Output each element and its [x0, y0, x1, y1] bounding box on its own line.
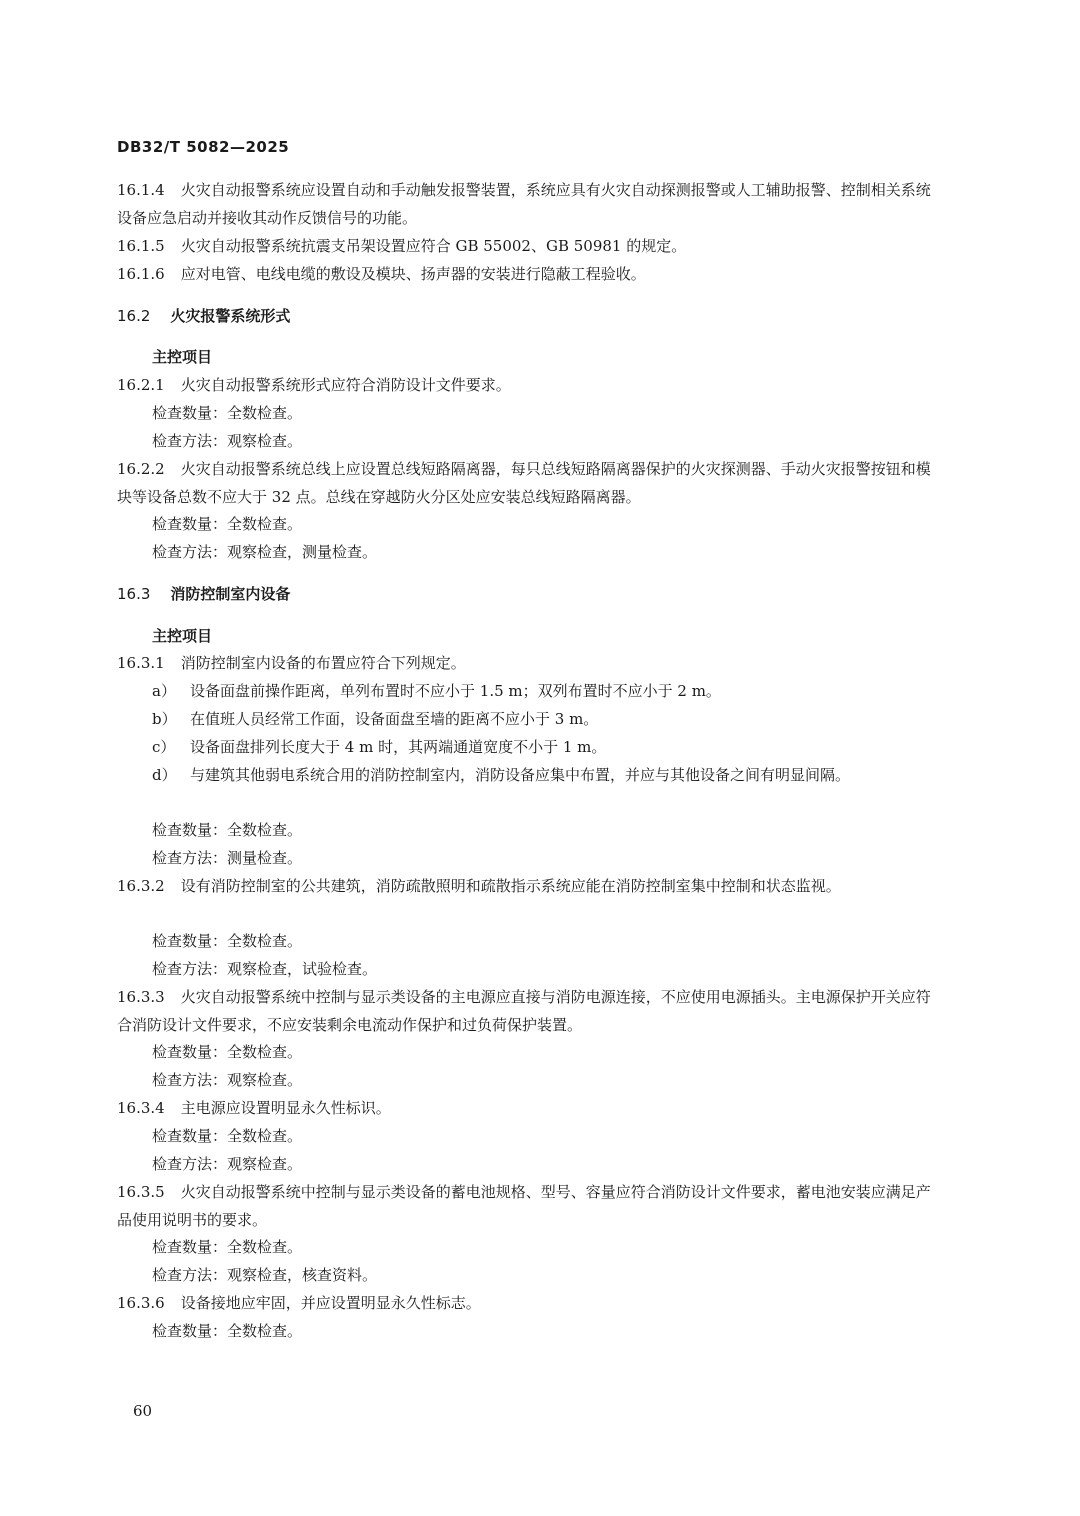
- section-number: 16.2: [117, 307, 151, 325]
- clause-16-3-2: [117, 872, 945, 900]
- list-text: 在值班人员经常工作面，设备面盘至墙的距离不应小于 3 m。: [190, 710, 599, 728]
- inspection-method: 检查方法：观察检查，测量检查。: [152, 543, 378, 561]
- clause-16-3-4: [117, 1098, 945, 1118]
- section-16-3-heading: [117, 584, 945, 604]
- clause-text: 火灾自动报警系统应设置自动和手动触发报警装置，系统应具有火灾自动探测报警或人工辅助报警、控制相关系统设备应急启动并接收其动作反馈信号的功能。: [117, 181, 931, 227]
- list-text: 设备面盘排列长度大于 4 m 时，其两端通道宽度不小于 1 m。: [190, 738, 607, 756]
- inspection-quantity: 检查数量：全数检查。: [152, 1127, 303, 1145]
- inspection-method: 检查方法：观察检查，试验检查。: [152, 960, 378, 978]
- clause-text: 火灾自动报警系统抗震支吊架设置应符合 GB 55002、GB 50981 的规定。: [180, 237, 687, 255]
- clause-number: 16.3.5: [117, 1183, 165, 1201]
- list-text: 设备面盘前操作距离，单列布置时不应小于 1.5 m；双列布置时不应小于 2 m。: [190, 682, 721, 700]
- clause-number: 16.3.1: [117, 654, 165, 672]
- list-text: 与建筑其他弱电系统合用的消防控制室内，消防设备应集中布置，并应与其他设备之间有明显间隔。: [190, 766, 851, 784]
- list-label: d）: [152, 766, 177, 784]
- list-item-b: [152, 709, 942, 729]
- clause-16-3-5: [117, 1178, 945, 1234]
- clause-16-1-6: [117, 264, 945, 284]
- clause-text: 消防控制室内设备的布置应符合下列规定。: [180, 654, 466, 672]
- clause-text: 火灾自动报警系统中控制与显示类设备的主电源应直接与消防电源连接，不应使用电源插头。主电源保护开关应符合消防设计文件要求，不应安装剩余电流动作保护和过负荷保护装置。: [117, 988, 931, 1034]
- inspection-quantity: 检查数量：全数检查。: [152, 1238, 303, 1256]
- clause-text: 火灾自动报警系统形式应符合消防设计文件要求。: [180, 376, 511, 394]
- clause-text: 设备接地应牢固，并应设置明显永久性标志。: [180, 1294, 481, 1312]
- standard-header: DB32/T 5082—2025: [117, 138, 290, 156]
- inspection-quantity: 检查数量：全数检查。: [152, 932, 303, 950]
- section-number: 16.3: [117, 585, 151, 603]
- list-item-d: [152, 761, 942, 789]
- clause-number: 16.1.5: [117, 237, 165, 255]
- clause-16-1-4: [117, 176, 945, 232]
- inspection-quantity: 检查数量：全数检查。: [152, 404, 303, 422]
- clause-16-1-5: [117, 236, 945, 256]
- inspection-method: 检查方法：观察检查。: [152, 432, 303, 450]
- inspection-method: 检查方法：测量检查。: [152, 849, 303, 867]
- clause-number: 16.1.6: [117, 265, 165, 283]
- section-title: 火灾报警系统形式: [170, 307, 291, 325]
- clause-number: 16.3.6: [117, 1294, 165, 1312]
- clause-16-3-1: [117, 653, 945, 673]
- clause-number: 16.3.2: [117, 877, 165, 895]
- clause-16-2-2: [117, 455, 945, 511]
- clause-number: 16.2.2: [117, 460, 165, 478]
- inspection-quantity: 检查数量：全数检查。: [152, 821, 303, 839]
- main-control-items-heading: 主控项目: [152, 348, 213, 366]
- clause-text: 火灾自动报警系统总线上应设置总线短路隔离器，每只总线短路隔离器保护的火灾探测器、手动火灾报警按钮和模块等设备总数不应大于 32 点。总线在穿越防火分区处应安装总线短路隔离器。: [117, 460, 931, 506]
- inspection-quantity: 检查数量：全数检查。: [152, 1043, 303, 1061]
- clause-text: 主电源应设置明显永久性标识。: [180, 1099, 391, 1117]
- section-16-2-heading: [117, 306, 945, 326]
- inspection-method: 检查方法：观察检查，核查资料。: [152, 1266, 378, 1284]
- inspection-method: 检查方法：观察检查。: [152, 1155, 303, 1173]
- clause-16-3-3: [117, 983, 945, 1039]
- list-label: c）: [152, 738, 176, 756]
- clause-number: 16.3.4: [117, 1099, 165, 1117]
- clause-text: 设有消防控制室的公共建筑，消防疏散照明和疏散指示系统应能在消防控制室集中控制和状态监视。: [180, 877, 841, 895]
- list-item-a: [152, 681, 942, 701]
- clause-text: 火灾自动报警系统中控制与显示类设备的蓄电池规格、型号、容量应符合消防设计文件要求，蓄电池安装应满足产品使用说明书的要求。: [117, 1183, 931, 1229]
- inspection-quantity: 检查数量：全数检查。: [152, 1322, 303, 1340]
- clause-16-3-6: [117, 1293, 945, 1313]
- clause-number: 16.1.4: [117, 181, 165, 199]
- clause-number: 16.2.1: [117, 376, 165, 394]
- clause-number: 16.3.3: [117, 988, 165, 1006]
- list-item-c: [152, 737, 942, 757]
- page-number: 60: [133, 1402, 153, 1420]
- list-label: b）: [152, 710, 177, 728]
- main-control-items-heading: 主控项目: [152, 627, 213, 645]
- section-title: 消防控制室内设备: [170, 585, 291, 603]
- inspection-method: 检查方法：观察检查。: [152, 1071, 303, 1089]
- clause-text: 应对电管、电线电缆的敷设及模块、扬声器的安装进行隐蔽工程验收。: [180, 265, 646, 283]
- clause-16-2-1: [117, 375, 945, 395]
- inspection-quantity: 检查数量：全数检查。: [152, 515, 303, 533]
- list-label: a）: [152, 682, 176, 700]
